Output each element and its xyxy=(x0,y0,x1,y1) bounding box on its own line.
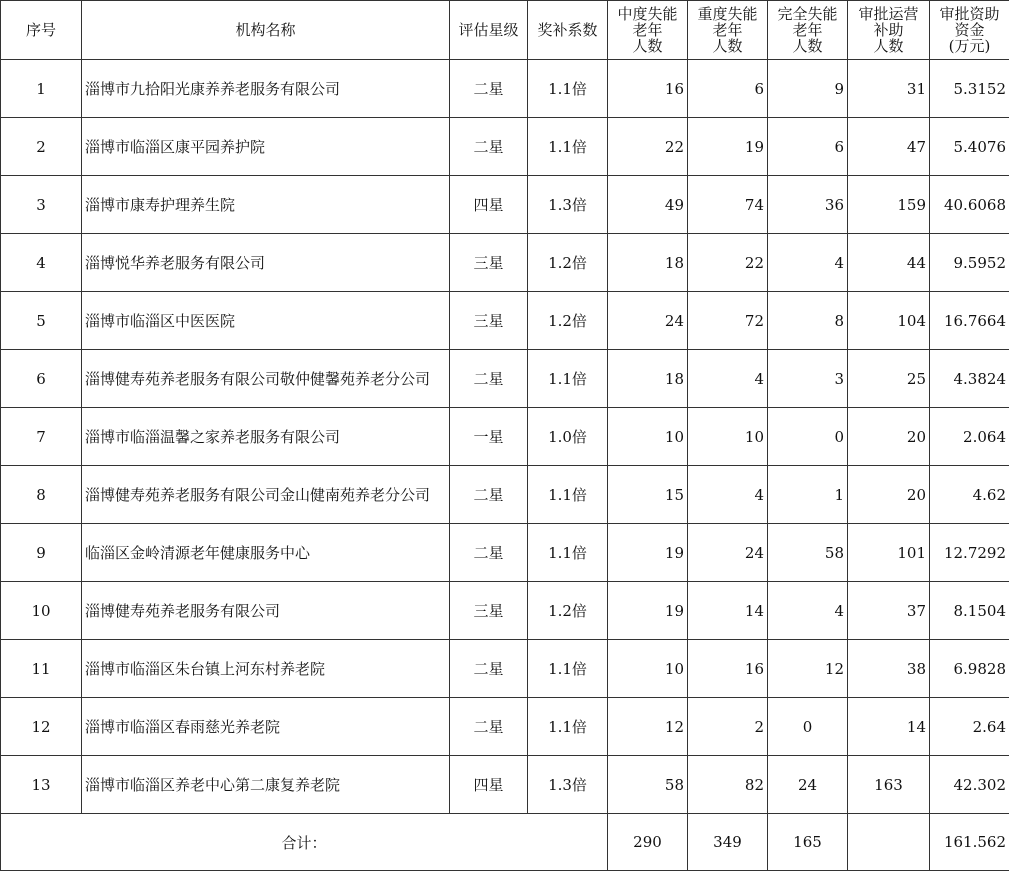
header-funding-line3: (万元) xyxy=(948,37,991,55)
table-row xyxy=(1,350,1009,408)
row-severe: 16 xyxy=(688,640,768,698)
total-moderate: 290 xyxy=(608,814,688,871)
row-name: 淄博悦华养老服务有限公司 xyxy=(82,234,450,292)
row-funding: 4.3824 xyxy=(930,350,1009,408)
row-severe: 22 xyxy=(688,234,768,292)
row-approved: 38 xyxy=(848,640,930,698)
row-severe: 4 xyxy=(688,350,768,408)
row-approved: 44 xyxy=(848,234,930,292)
row-moderate: 18 xyxy=(608,234,688,292)
row-coef: 1.1倍 xyxy=(528,524,608,582)
row-seq: 3 xyxy=(1,176,82,234)
row-seq: 10 xyxy=(1,582,82,640)
table-header xyxy=(1,1,1009,60)
row-moderate: 24 xyxy=(608,292,688,350)
row-moderate: 19 xyxy=(608,582,688,640)
row-funding: 2.064 xyxy=(930,408,1009,466)
row-complete: 0 xyxy=(768,408,848,466)
row-name: 淄博市临淄区康平园养护院 xyxy=(82,118,450,176)
header-name: 机构名称 xyxy=(82,1,450,60)
row-name: 淄博市临淄区朱台镇上河东村养老院 xyxy=(82,640,450,698)
row-severe: 24 xyxy=(688,524,768,582)
header-approved xyxy=(848,1,930,60)
row-moderate: 16 xyxy=(608,60,688,118)
row-funding: 42.302 xyxy=(930,756,1009,814)
row-approved: 163 xyxy=(848,756,930,814)
table-row xyxy=(1,408,1009,466)
row-seq: 12 xyxy=(1,698,82,756)
row-funding: 5.3152 xyxy=(930,60,1009,118)
header-approved-line2: 补助 xyxy=(873,21,904,39)
row-star: 四星 xyxy=(450,756,528,814)
total-approved xyxy=(848,814,930,871)
row-seq: 5 xyxy=(1,292,82,350)
row-name: 淄博市临淄温馨之家养老服务有限公司 xyxy=(82,408,450,466)
header-complete-line1: 完全失能 xyxy=(777,5,838,23)
row-funding: 40.6068 xyxy=(930,176,1009,234)
row-approved: 104 xyxy=(848,292,930,350)
row-seq: 11 xyxy=(1,640,82,698)
row-moderate: 12 xyxy=(608,698,688,756)
row-funding: 8.1504 xyxy=(930,582,1009,640)
table-row xyxy=(1,234,1009,292)
table-row xyxy=(1,640,1009,698)
row-moderate: 19 xyxy=(608,524,688,582)
row-moderate: 22 xyxy=(608,118,688,176)
header-moderate xyxy=(608,1,688,60)
row-coef: 1.1倍 xyxy=(528,698,608,756)
header-seq: 序号 xyxy=(1,1,82,60)
row-seq: 13 xyxy=(1,756,82,814)
row-name: 淄博市康寿护理养生院 xyxy=(82,176,450,234)
row-name: 淄博健寿苑养老服务有限公司金山健南苑养老分公司 xyxy=(82,466,450,524)
header-severe-line2: 老年 xyxy=(712,21,743,39)
row-moderate: 18 xyxy=(608,350,688,408)
row-approved: 20 xyxy=(848,466,930,524)
row-moderate: 49 xyxy=(608,176,688,234)
row-name: 淄博市九拾阳光康养养老服务有限公司 xyxy=(82,60,450,118)
row-seq: 1 xyxy=(1,60,82,118)
row-moderate: 15 xyxy=(608,466,688,524)
table-row xyxy=(1,582,1009,640)
row-funding: 2.64 xyxy=(930,698,1009,756)
row-coef: 1.2倍 xyxy=(528,234,608,292)
row-funding: 5.4076 xyxy=(930,118,1009,176)
row-coef: 1.2倍 xyxy=(528,292,608,350)
table-body xyxy=(1,60,1009,871)
header-severe xyxy=(688,1,768,60)
row-name: 淄博市临淄区养老中心第二康复养老院 xyxy=(82,756,450,814)
row-name: 淄博市临淄区春雨慈光养老院 xyxy=(82,698,450,756)
row-complete: 8 xyxy=(768,292,848,350)
row-seq: 2 xyxy=(1,118,82,176)
row-funding: 6.9828 xyxy=(930,640,1009,698)
table-row xyxy=(1,466,1009,524)
row-approved: 31 xyxy=(848,60,930,118)
header-complete-line2: 老年 xyxy=(792,21,823,39)
header-severe-line3: 人数 xyxy=(712,37,743,55)
row-moderate: 10 xyxy=(608,408,688,466)
row-coef: 1.1倍 xyxy=(528,118,608,176)
row-seq: 9 xyxy=(1,524,82,582)
row-name: 淄博市临淄区中医医院 xyxy=(82,292,450,350)
row-severe: 10 xyxy=(688,408,768,466)
row-complete: 12 xyxy=(768,640,848,698)
row-moderate: 58 xyxy=(608,756,688,814)
row-star: 二星 xyxy=(450,350,528,408)
row-star: 二星 xyxy=(450,640,528,698)
row-approved: 101 xyxy=(848,524,930,582)
row-complete: 9 xyxy=(768,60,848,118)
row-severe: 72 xyxy=(688,292,768,350)
row-complete: 0 xyxy=(768,698,848,756)
row-approved: 20 xyxy=(848,408,930,466)
header-approved-line3: 人数 xyxy=(873,37,904,55)
header-moderate-line2: 老年 xyxy=(632,21,663,39)
header-complete-line3: 人数 xyxy=(792,37,823,55)
row-funding: 12.7292 xyxy=(930,524,1009,582)
row-moderate: 10 xyxy=(608,640,688,698)
header-complete xyxy=(768,1,848,60)
header-star: 评估星级 xyxy=(450,1,528,60)
row-star: 二星 xyxy=(450,118,528,176)
row-name: 淄博健寿苑养老服务有限公司 xyxy=(82,582,450,640)
table-row xyxy=(1,118,1009,176)
row-star: 三星 xyxy=(450,234,528,292)
row-seq: 6 xyxy=(1,350,82,408)
row-complete: 3 xyxy=(768,350,848,408)
row-star: 二星 xyxy=(450,466,528,524)
total-row xyxy=(1,814,1009,871)
row-complete: 1 xyxy=(768,466,848,524)
table-row xyxy=(1,698,1009,756)
row-funding: 9.5952 xyxy=(930,234,1009,292)
row-approved: 37 xyxy=(848,582,930,640)
row-star: 二星 xyxy=(450,60,528,118)
row-name: 临淄区金岭清源老年健康服务中心 xyxy=(82,524,450,582)
row-complete: 4 xyxy=(768,582,848,640)
row-severe: 4 xyxy=(688,466,768,524)
row-complete: 58 xyxy=(768,524,848,582)
row-severe: 2 xyxy=(688,698,768,756)
row-coef: 1.1倍 xyxy=(528,640,608,698)
table-row xyxy=(1,292,1009,350)
row-approved: 159 xyxy=(848,176,930,234)
row-severe: 74 xyxy=(688,176,768,234)
row-coef: 1.1倍 xyxy=(528,60,608,118)
row-star: 三星 xyxy=(450,582,528,640)
row-severe: 14 xyxy=(688,582,768,640)
header-moderate-line1: 中度失能 xyxy=(617,5,678,23)
row-approved: 47 xyxy=(848,118,930,176)
table-row xyxy=(1,60,1009,118)
table-row xyxy=(1,524,1009,582)
row-seq: 4 xyxy=(1,234,82,292)
header-coef: 奖补系数 xyxy=(528,1,608,60)
header-approved-line1: 审批运营 xyxy=(858,5,919,23)
table-row xyxy=(1,176,1009,234)
row-coef: 1.3倍 xyxy=(528,176,608,234)
row-coef: 1.1倍 xyxy=(528,350,608,408)
table-row xyxy=(1,756,1009,814)
row-coef: 1.2倍 xyxy=(528,582,608,640)
row-name: 淄博健寿苑养老服务有限公司敬仲健馨苑养老分公司 xyxy=(82,350,450,408)
row-severe: 19 xyxy=(688,118,768,176)
row-coef: 1.1倍 xyxy=(528,466,608,524)
row-star: 一星 xyxy=(450,408,528,466)
header-moderate-line3: 人数 xyxy=(632,37,663,55)
row-coef: 1.3倍 xyxy=(528,756,608,814)
total-label: 合计： xyxy=(1,814,608,871)
row-seq: 7 xyxy=(1,408,82,466)
header-funding-line1: 审批资助 xyxy=(939,5,1000,23)
total-complete: 165 xyxy=(768,814,848,871)
row-star: 三星 xyxy=(450,292,528,350)
total-funding: 161.562 xyxy=(930,814,1009,871)
row-funding: 16.7664 xyxy=(930,292,1009,350)
row-complete: 6 xyxy=(768,118,848,176)
row-severe: 6 xyxy=(688,60,768,118)
row-approved: 14 xyxy=(848,698,930,756)
row-severe: 82 xyxy=(688,756,768,814)
total-severe: 349 xyxy=(688,814,768,871)
row-star: 四星 xyxy=(450,176,528,234)
row-complete: 4 xyxy=(768,234,848,292)
row-complete: 36 xyxy=(768,176,848,234)
row-funding: 4.62 xyxy=(930,466,1009,524)
row-complete: 24 xyxy=(768,756,848,814)
row-seq: 8 xyxy=(1,466,82,524)
header-severe-line1: 重度失能 xyxy=(697,5,758,23)
header-funding xyxy=(930,1,1009,60)
row-approved: 25 xyxy=(848,350,930,408)
row-star: 二星 xyxy=(450,698,528,756)
header-funding-line2: 资金 xyxy=(954,21,985,39)
row-star: 二星 xyxy=(450,524,528,582)
row-coef: 1.0倍 xyxy=(528,408,608,466)
